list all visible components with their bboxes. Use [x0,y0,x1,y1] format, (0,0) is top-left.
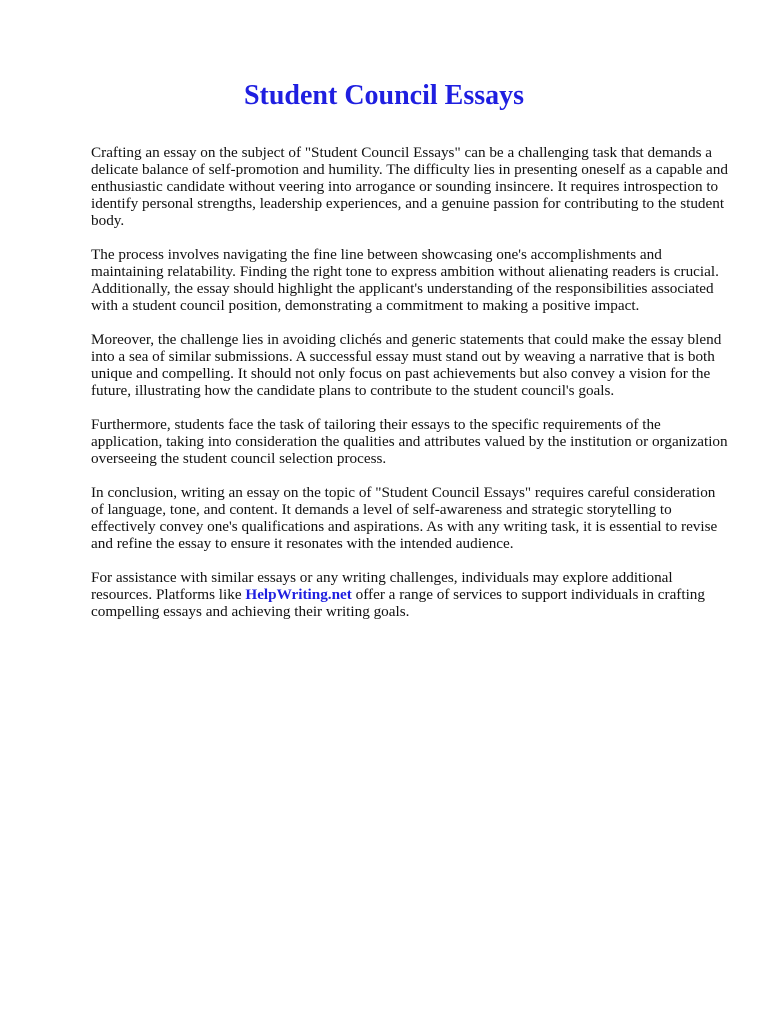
paragraph-3: Moreover, the challenge lies in avoiding clichés and generic statements that could make the essay blend into a sea of similar submissions. A successful essay must stand out by weaving a narrative that is both unique and compelling. It should not only focus on past achievements but also convey a vision for the future, illustrating how the candidate plans to contribute to the student council's goals. [91,331,722,399]
paragraph-2: The process involves navigating the fine line between showcasing one's accomplishments and maintaining relatability. Finding the right tone to express ambition without alienating readers is crucial. Additionally, the essay should highlight the applicant's understanding of the responsibilities associated with a student council position, demonstrating a commitment to making a positive impact. [91,246,719,314]
paragraph-6 [91,569,731,620]
paragraph-1: Crafting an essay on the subject of "Student Council Essays" can be a challenging task that demands a delicate balance of self-promotion and humility. The difficulty lies in presenting oneself as a capable and enthusiastic candidate without veering into arrogance or sounding insincere. It requires introspection to identify personal strengths, leadership experiences, and a genuine passion for contributing to the student body. [91,144,728,229]
paragraph-6-text-before-link: For assistance with similar essays or any writing challenges, individuals may explore additional resources. Platforms like [91,569,673,603]
helpwriting-link[interactable]: HelpWriting.net [245,586,352,603]
paragraph-4: Furthermore, students face the task of tailoring their essays to the specific requirements of the application, taking into consideration the qualities and attributes valued by the institution or organization overseeing the student council selection process. [91,416,728,467]
paragraph-5: In conclusion, writing an essay on the topic of "Student Council Essays" requires careful consideration of language, tone, and content. It demands a level of self-awareness and strategic storytelling to effectively convey one's qualifications and aspirations. As with any writing task, it is essential to revise and refine the essay to ensure it resonates with the intended audience. [91,484,718,552]
document-body [91,144,731,637]
document-title: Student Council Essays [243,80,525,111]
paragraph-6-text-after-link: offer a range of services to support individuals in crafting compelling essays and achieving their writing goals. [91,586,705,620]
